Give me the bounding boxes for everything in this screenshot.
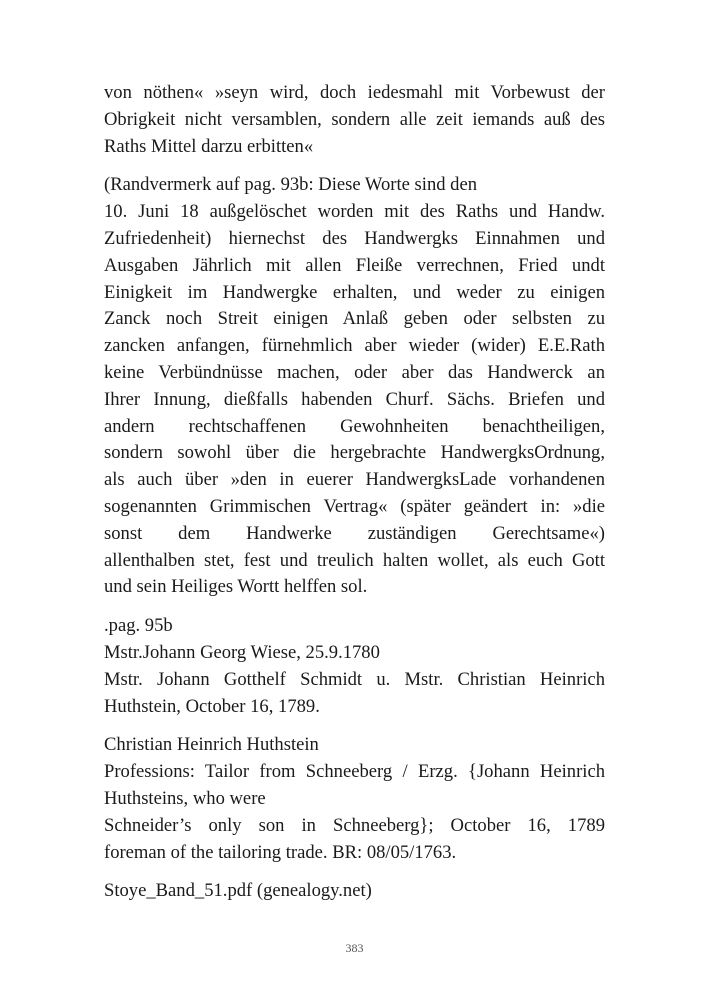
text-line: keine Verbündnüsse machen, oder aber das Handwerck an [104,361,605,383]
text-line: foreman of the tailoring trade. BR: 08/05/1763. [104,841,457,863]
text-line: .pag. 95b [104,615,173,637]
text-line: Zufriedenheit) hiernechst des Handwergks Einnahmen und [104,227,605,249]
text-line: sogenannten Grimmischen Vertrag« (später geändert in: »die [104,495,605,517]
text-line: Professions: Tailor from Schneeberg / Erzg. {Johann Heinrich [104,761,605,783]
text-line: sonst dem Handwerke zuständigen Gerechtsame«) [104,522,605,544]
paragraph-2 [104,172,605,601]
page-number: 383 [345,941,364,955]
text-line: von nöthen« »seyn wird, doch iedesmahl mit Vorbewust der [104,82,605,103]
text-line: (Randvermerk auf pag. 93b: Diese Worte sind den [104,174,478,196]
text-line: allenthalben stet, fest und treulich halten wollet, als euch Gott [104,549,605,571]
text-line: sondern sowohl über die hergebrachte HandwergksOrdnung, [104,442,605,464]
source-reference: Stoye_Band_51.pdf (genealogy.net) [104,880,372,902]
text-line: und sein Heiliges Wortt helffen sol. [104,576,368,598]
text-line: 10. Juni 18 außgelöschet worden mit des Raths und Handw. [104,201,605,223]
text-line: zancken anfangen, fürnehmlich aber wieder (wider) E.E.Rath [104,335,605,357]
text-line: Huthstein, October 16, 1789. [104,695,320,717]
text-line: als auch über »den in euerer HandwergksLade vorhandenen [104,469,605,491]
text-line: Huthsteins, who were [104,787,266,809]
paragraph-5 [104,878,605,905]
text-line: Einigkeit im Handwergke erhalten, und weder zu einigen [104,281,605,303]
text-line: Raths Mittel darzu erbitten« [104,135,314,157]
document-body [104,80,605,917]
text-line: Ihrer Innung, dießfalls habenden Churf. Sächs. Briefen und [104,388,605,410]
text-line: Mstr.Johann Georg Wiese, 25.9.1780 [104,641,380,663]
text-line: Ausgaben Jährlich mit allen Fleiße verrechnen, Fried undt [104,254,605,276]
text-line: Obrigkeit nicht versamblen, sondern alle zeit iemands auß des [104,108,605,130]
text-line: Schneider’s only son in Schneeberg}; October 16, 1789 [104,814,605,836]
text-line: Zanck noch Streit einigen Anlaß geben oder selbsten zu [104,308,605,330]
paragraph-4 [104,732,605,866]
paragraph-3 [104,613,605,720]
text-line: Christian Heinrich Huthstein [104,734,319,756]
text-line: Mstr. Johann Gotthelf Schmidt u. Mstr. Christian Heinrich [104,668,605,690]
paragraph-1 [104,80,605,160]
text-line: andern rechtschaffenen Gewohnheiten benachtheiligen, [104,415,605,437]
